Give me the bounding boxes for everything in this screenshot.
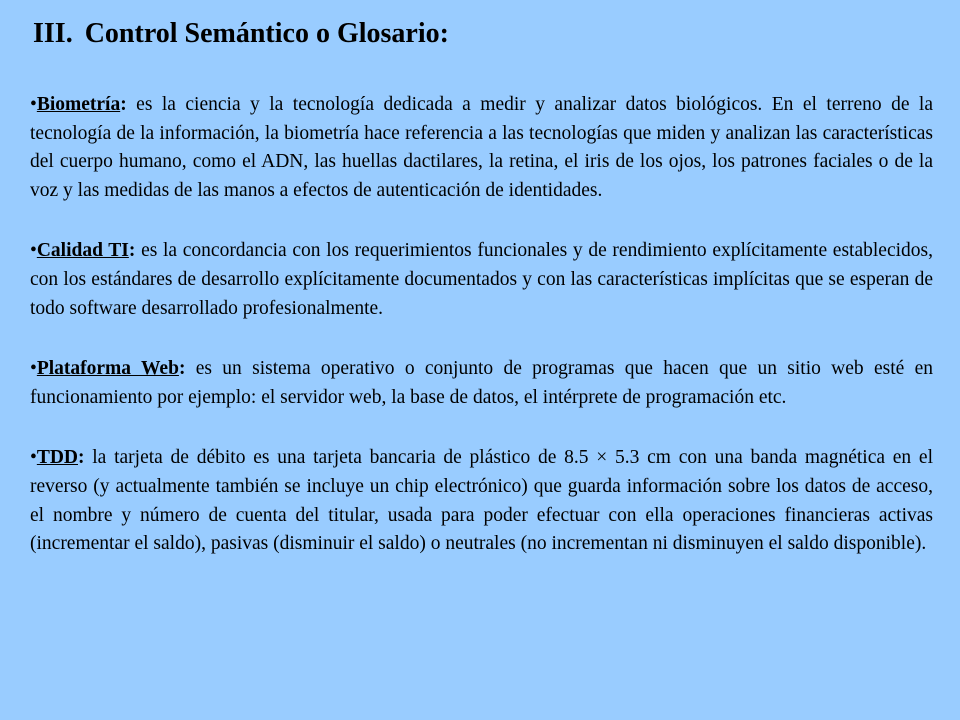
glossary-entry-plataforma-web [30, 355, 933, 412]
glossary-term: Biometría [36, 94, 121, 115]
glossary-entry-tdd [30, 444, 933, 558]
glossary-definition: es un sistema operativo o conjunto de programas que hacen que un sitio web esté en funcionamiento por ejemplo: el servidor web, la base de datos, el intérprete de programación etc. [30, 358, 933, 408]
glossary-definition: es la concordancia con los requerimientos funcionales y de rendimiento explícitamente establecidos, con los estándares de desarrollo explícitamente documentados y con las características implícitas que se esperan de todo software desarrollado profesionalmente. [30, 240, 933, 319]
term-colon: : [78, 447, 85, 469]
glossary-definition: la tarjeta de débito es una tarjeta bancaria de plástico de 8.5 × 5.3 cm con una banda magnética en el reverso (y actualmente también se incluye un chip electrónico) que guarda información sobre los datos de acceso, el nombre y número de cuenta del titular, usada para poder efectuar con ella operaciones financieras activas (incrementar el saldo), pasivas (disminuir el saldo) o neutrales (no incrementan ni disminuyen el saldo disponible). [30, 447, 933, 555]
term-colon: : [128, 240, 136, 262]
glossary-term: Calidad TI [36, 240, 129, 262]
glossary-term: Plataforma Web [36, 358, 179, 380]
section-number: III. [33, 18, 73, 49]
bullet: • [30, 94, 37, 115]
glossary-definition: es la ciencia y la tecnología dedicada a medir y analizar datos biológicos. En el terreno de la tecnología de la información, la biometría hace referencia a las tecnologías que miden y analizan las características del cuerpo humano, como el ADN, las huellas dactilares, la retina, el iris de los ojos, los patrones faciales o de la voz y las medidas de las manos a efectos de autenticación de identidades. [30, 94, 933, 201]
term-colon: : [120, 94, 127, 115]
term-colon: : [178, 358, 186, 380]
glossary-entry-biometria [30, 91, 933, 205]
bullet: • [30, 358, 37, 380]
glossary-term: TDD [36, 447, 78, 469]
section-title: Control Semántico o Glosario: [84, 18, 449, 49]
bullet: • [30, 447, 37, 469]
glossary-entry-calidad-ti [30, 237, 933, 323]
page-title [33, 18, 449, 50]
bullet: • [30, 240, 37, 262]
glossary-list [30, 91, 933, 591]
